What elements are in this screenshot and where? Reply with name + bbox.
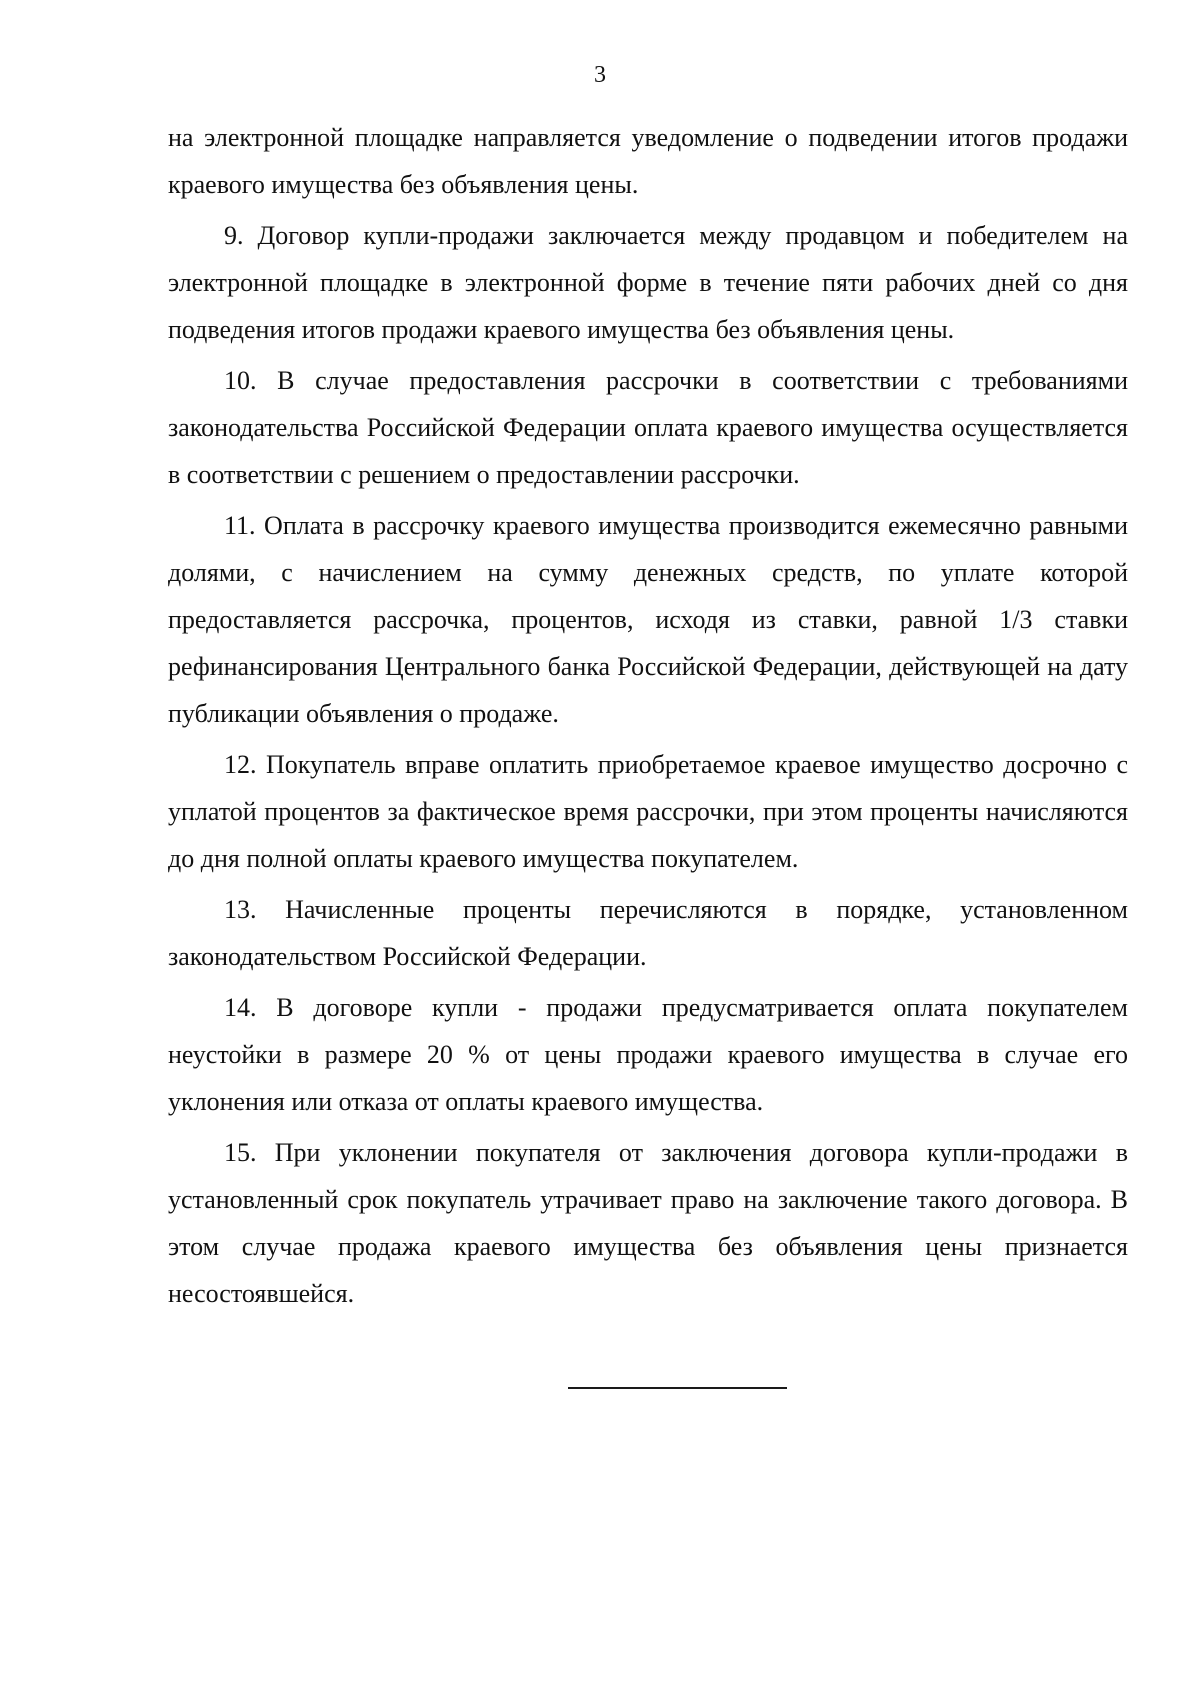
paragraph-continuation: на электронной площадке направляется уведомление о подведении итогов продажи краевого имущества без объявления цены. [168, 123, 1128, 199]
paragraph-item-11: 11. Оплата в рассрочку краевого имущества производится ежемесячно равными долями, с начислением на сумму денежных средств, по уплате которой предоставляется рассрочка, процентов, исходя из ставки, равной 1/3 ставки рефинансирования Центрального банка Российской Федерации, действующей на дату публикации объявления о продаже. [168, 511, 1128, 728]
paragraph-item-14: 14. В договоре купли - продажи предусматривается оплата покупателем неустойки в размере 20 % от цены продажи краевого имущества в случае его уклонения или отказа от оплаты краевого имущества. [168, 993, 1128, 1116]
paragraph-item-15: 15. При уклонении покупателя от заключения договора купли-продажи в установленный срок покупатель утрачивает право на заключение такого договора. В этом случае продажа краевого имущества без объявления цены признается несостоявшейся. [168, 1138, 1128, 1308]
paragraph-item-12: 12. Покупатель вправе оплатить приобретаемое краевое имущество досрочно с уплатой процентов за фактическое время рассрочки, при этом проценты начисляются до дня полной оплаты краевого имущества покупателем. [168, 750, 1128, 873]
paragraph-item-10: 10. В случае предоставления рассрочки в соответствии с требованиями законодательства Российской Федерации оплата краевого имущества осуществляется в соответствии с решением о предоставлении рассрочки. [168, 366, 1128, 489]
page-number: 3 [594, 62, 606, 88]
paragraph-item-13: 13. Начисленные проценты перечисляются в порядке, установленном законодательством Российской Федерации. [168, 895, 1128, 971]
closing-divider [568, 1387, 787, 1389]
paragraph-item-9: 9. Договор купли-продажи заключается между продавцом и победителем на электронной площадке в электронной форме в течение пяти рабочих дней со дня подведения итогов продажи краевого имущества без объявления цены. [168, 221, 1128, 344]
document-body [168, 114, 1128, 1321]
